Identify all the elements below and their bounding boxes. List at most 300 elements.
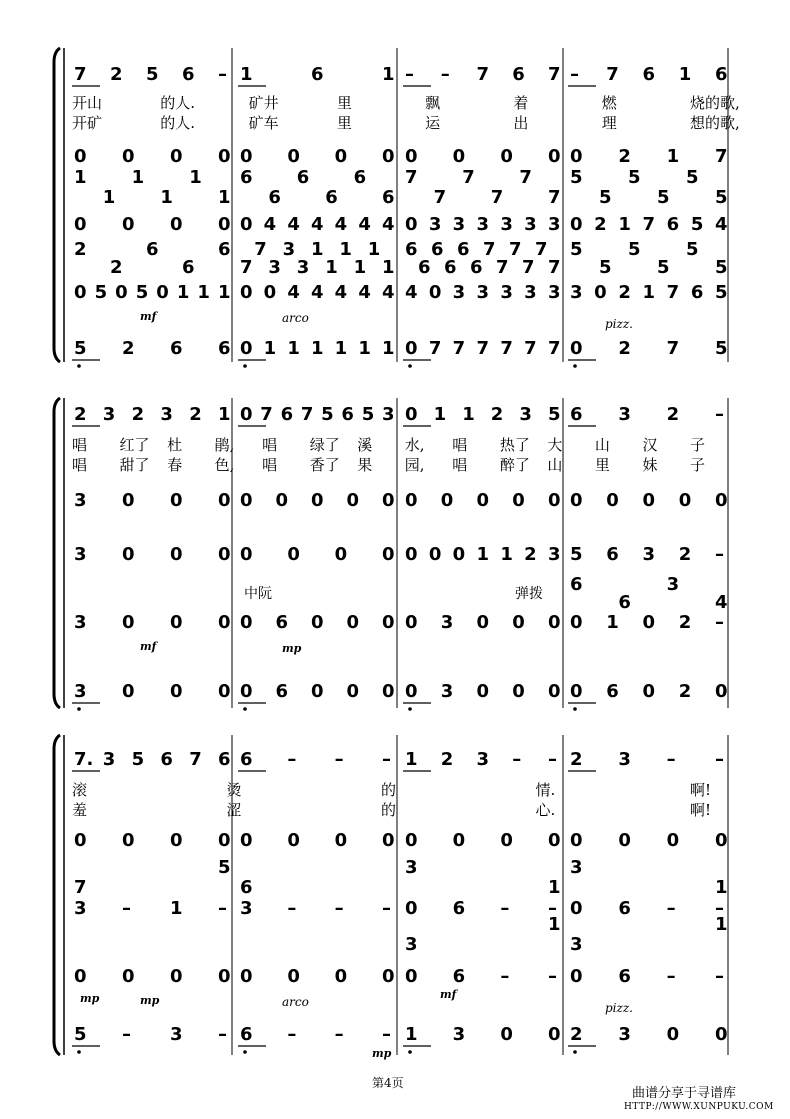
voice3-note: – bbox=[548, 898, 557, 919]
chord-tone: 7 bbox=[74, 877, 87, 898]
chord-tone: 6 bbox=[418, 257, 431, 278]
voice2-note: 0 bbox=[74, 146, 87, 167]
voice3-note: 4 bbox=[311, 214, 324, 235]
melody-note: 6 bbox=[570, 404, 583, 425]
voice2-note: 0 bbox=[452, 830, 466, 851]
voice4-note: 0 bbox=[346, 612, 360, 633]
voice4-note: 1 bbox=[197, 282, 210, 303]
chord-tone: 6 bbox=[457, 239, 470, 260]
voice4-note: 2 bbox=[618, 282, 631, 303]
voice4-note: 1 bbox=[642, 282, 656, 303]
system-bracket bbox=[54, 48, 60, 362]
chord-tone: 1 bbox=[102, 187, 116, 208]
voice4-note: 0 bbox=[512, 612, 525, 633]
chord-tone: 1 bbox=[218, 187, 231, 208]
melody-note: – bbox=[405, 64, 414, 85]
performance-mark: mf bbox=[440, 988, 457, 1001]
voice2-note: 0 bbox=[500, 830, 513, 851]
voice2-note: 0 bbox=[570, 146, 583, 167]
melody-note: – bbox=[715, 749, 724, 770]
chord-tone: 6 bbox=[405, 239, 418, 260]
octave-dot bbox=[77, 1050, 81, 1054]
melody-note: 3 bbox=[382, 404, 395, 425]
performance-mark: pizz. bbox=[605, 1001, 633, 1015]
instrument-label: 弹拨 bbox=[515, 586, 543, 602]
melody-note: 3 bbox=[519, 404, 532, 425]
voice3-note: 0 bbox=[334, 544, 348, 565]
lyric-syllable: 烫 bbox=[226, 781, 242, 799]
voice4-note: 0 bbox=[642, 612, 656, 633]
melody-note: 7 bbox=[260, 404, 273, 425]
bass-note: 1 bbox=[334, 338, 348, 359]
lyric-syllable: 水, bbox=[404, 436, 425, 454]
chord-tone: 7 bbox=[462, 167, 475, 188]
chord-tone: 3 bbox=[268, 257, 281, 278]
octave-dot bbox=[77, 707, 81, 711]
lyric-syllable: 热了 bbox=[499, 436, 530, 454]
chord-tone: 1 bbox=[189, 167, 202, 188]
melody-note: 1 bbox=[240, 64, 253, 85]
voice2-note: 0 bbox=[715, 830, 728, 851]
performance-mark: arco bbox=[282, 311, 309, 325]
melody-note: 3 bbox=[102, 404, 116, 425]
voice2-note: 0 bbox=[122, 490, 135, 511]
voice2-note: 0 bbox=[122, 146, 135, 167]
chord-tone: 6 bbox=[325, 187, 338, 208]
voice3-note: 0 bbox=[428, 544, 442, 565]
chord-tone: 5 bbox=[715, 187, 728, 208]
voice2-note: 0 bbox=[334, 830, 348, 851]
voice4-note: 0 bbox=[263, 282, 277, 303]
bass-note: 6 bbox=[170, 338, 183, 359]
lyric-syllable: 的 bbox=[381, 781, 397, 799]
chord-tone: 5 bbox=[657, 257, 670, 278]
lyric-syllable: 绿了 bbox=[309, 436, 340, 454]
voice4-note: 0 bbox=[74, 282, 87, 303]
voice4-note: 0 bbox=[405, 966, 418, 987]
octave-dot bbox=[243, 707, 247, 711]
lyric-syllable: 唱 bbox=[452, 436, 468, 454]
bass-note: 3 bbox=[170, 1024, 183, 1045]
chord-tone: 6 bbox=[146, 239, 159, 260]
voice3-note: – bbox=[500, 898, 510, 919]
bass-note: 1 bbox=[311, 338, 324, 359]
octave-dot bbox=[77, 364, 81, 368]
chord-tone: 1 bbox=[353, 257, 367, 278]
bass-note: 0 bbox=[512, 681, 525, 702]
voice3-note: 0 bbox=[570, 214, 583, 235]
chord-tone: 3 bbox=[405, 934, 418, 955]
chord-tone: 3 bbox=[666, 574, 680, 595]
bass-note: 2 bbox=[570, 1024, 583, 1045]
chord-tone: 1 bbox=[339, 239, 352, 260]
bass-note: 0 bbox=[476, 681, 490, 702]
chord-tone: 7 bbox=[433, 187, 447, 208]
chord-tone: 1 bbox=[74, 167, 87, 188]
voice3-note: – bbox=[287, 898, 297, 919]
lyric-syllable: 唱 bbox=[72, 436, 88, 454]
melody-note: 7 bbox=[548, 64, 561, 85]
lyric-syllable: 涩 bbox=[226, 801, 242, 819]
voice2-note: 0 bbox=[240, 490, 253, 511]
voice2-note: 0 bbox=[382, 490, 395, 511]
chord-tone: 1 bbox=[325, 257, 338, 278]
bass-note: 7 bbox=[666, 338, 680, 359]
bass-note: 5 bbox=[74, 338, 87, 359]
lyric-syllable: 里 bbox=[594, 456, 610, 474]
voice4-note: 0 bbox=[122, 612, 135, 633]
lyric-syllable: 矿车 bbox=[248, 114, 279, 132]
chord-tone: 2 bbox=[110, 257, 123, 278]
voice2-note: 0 bbox=[642, 490, 656, 511]
melody-note: – bbox=[382, 749, 391, 770]
lyric-syllable: 子 bbox=[690, 436, 706, 454]
bass-note: 3 bbox=[618, 1024, 631, 1045]
lyric-syllable: 山 bbox=[594, 436, 610, 454]
melody-note: 1 bbox=[678, 64, 692, 85]
voice3-note: – bbox=[715, 544, 724, 565]
octave-dot bbox=[573, 707, 577, 711]
lyric-syllable: 里 bbox=[336, 114, 352, 132]
bass-note: 0 bbox=[405, 338, 418, 359]
melody-note: 2 bbox=[189, 404, 202, 425]
voice3-note: 0 bbox=[452, 544, 466, 565]
voice4-note: 0 bbox=[311, 612, 324, 633]
lyric-syllable: 唱 bbox=[262, 436, 278, 454]
lyric-syllable: 园, bbox=[404, 456, 425, 474]
melody-note: 3 bbox=[476, 749, 490, 770]
lyric-syllable: 着 bbox=[513, 94, 529, 112]
voice4-note: 0 bbox=[570, 612, 583, 633]
melody-note: 6 bbox=[311, 64, 324, 85]
voice3-note: 2 bbox=[678, 544, 692, 565]
voice2-note: 0 bbox=[715, 490, 728, 511]
bass-note: 0 bbox=[405, 681, 418, 702]
voice2-note: 0 bbox=[240, 830, 253, 851]
voice4-note: 4 bbox=[358, 282, 371, 303]
voice3-note: 3 bbox=[476, 214, 490, 235]
voice4-note: 0 bbox=[156, 282, 169, 303]
system-bracket bbox=[54, 398, 60, 708]
voice3-note: 6 bbox=[606, 544, 619, 565]
voice2-note: 0 bbox=[218, 146, 231, 167]
voice3-note: 3 bbox=[74, 544, 87, 565]
voice3-note: 0 bbox=[170, 214, 183, 235]
voice3-note: – bbox=[334, 898, 344, 919]
chord-tone: 7 bbox=[483, 239, 496, 260]
chord-tone: 5 bbox=[686, 167, 699, 188]
voice4-note: 0 bbox=[548, 612, 561, 633]
voice4-note: 0 bbox=[170, 612, 183, 633]
voice2-note: 0 bbox=[218, 490, 231, 511]
voice4-note: 1 bbox=[606, 612, 619, 633]
voice4-note: 3 bbox=[548, 282, 561, 303]
voice2-note: 0 bbox=[618, 830, 631, 851]
chord-tone: 7 bbox=[548, 187, 561, 208]
voice4-note: 3 bbox=[440, 612, 454, 633]
melody-note: 2 bbox=[570, 749, 583, 770]
lyric-syllable: 情. bbox=[535, 781, 556, 799]
melody-note: 5 bbox=[548, 404, 561, 425]
voice3-note: 1 bbox=[618, 214, 631, 235]
lyric-syllable: 出 bbox=[513, 114, 529, 132]
voice4-note: – bbox=[666, 966, 676, 987]
voice4-note: 0 bbox=[122, 966, 135, 987]
melody-note: 6 bbox=[642, 64, 656, 85]
chord-tone: 6 bbox=[618, 592, 631, 613]
voice3-note: 0 bbox=[382, 544, 395, 565]
chord-tone: 1 bbox=[715, 914, 728, 935]
voice3-note: 0 bbox=[405, 214, 418, 235]
lyric-syllable: 甜了 bbox=[119, 456, 150, 474]
voice3-note: 0 bbox=[287, 544, 300, 565]
chord-tone: 7 bbox=[519, 167, 532, 188]
chord-tone: 6 bbox=[296, 167, 310, 188]
chord-tone: 7 bbox=[240, 257, 253, 278]
voice3-note: 5 bbox=[690, 214, 704, 235]
voice4-note: 0 bbox=[594, 282, 607, 303]
octave-dot bbox=[408, 707, 412, 711]
lyric-syllable: 红了 bbox=[119, 436, 150, 454]
chord-tone: 5 bbox=[570, 167, 583, 188]
voice3-note: 4 bbox=[382, 214, 395, 235]
voice2-note: 0 bbox=[452, 146, 466, 167]
chord-tone: 5 bbox=[686, 239, 699, 260]
voice3-note: 0 bbox=[240, 214, 253, 235]
chord-tone: 6 bbox=[382, 187, 395, 208]
bass-note: 0 bbox=[311, 681, 324, 702]
bass-note: 5 bbox=[74, 1024, 87, 1045]
chord-tone: 4 bbox=[715, 592, 728, 613]
chord-tone: 3 bbox=[570, 857, 583, 878]
chord-tone: 7 bbox=[522, 257, 535, 278]
lyric-syllable: 唱 bbox=[262, 456, 278, 474]
chord-tone: 7 bbox=[548, 257, 561, 278]
melody-note: 5 bbox=[321, 404, 334, 425]
voice4-note: 6 bbox=[618, 966, 631, 987]
voice3-note: 3 bbox=[642, 544, 656, 565]
chord-tone: 6 bbox=[570, 574, 583, 595]
voice4-note: 0 bbox=[476, 612, 490, 633]
octave-dot bbox=[243, 1050, 247, 1054]
melody-note: 2 bbox=[440, 749, 454, 770]
voice2-note: 0 bbox=[311, 490, 324, 511]
voice4-note: 0 bbox=[382, 966, 395, 987]
voice3-note: 0 bbox=[122, 214, 135, 235]
bass-note: 7 bbox=[476, 338, 490, 359]
voice3-note: – bbox=[122, 898, 131, 919]
voice2-note: 0 bbox=[606, 490, 619, 511]
chord-tone: 2 bbox=[74, 239, 87, 260]
bass-note: 2 bbox=[678, 681, 692, 702]
melody-note: 2 bbox=[110, 64, 123, 85]
voice4-note: 0 bbox=[287, 966, 300, 987]
voice4-note: 4 bbox=[287, 282, 300, 303]
voice3-note: 0 bbox=[122, 544, 135, 565]
chord-tone: 3 bbox=[570, 934, 583, 955]
melody-note: 6 bbox=[240, 749, 253, 770]
voice4-note: 0 bbox=[240, 612, 253, 633]
voice4-note: 6 bbox=[452, 966, 466, 987]
chord-tone: 6 bbox=[470, 257, 483, 278]
voice4-note: 6 bbox=[275, 612, 289, 633]
voice2-note: 0 bbox=[122, 830, 135, 851]
bass-note: 0 bbox=[548, 681, 561, 702]
lyric-syllable: 羞 bbox=[72, 801, 88, 819]
voice2-note: 0 bbox=[548, 490, 561, 511]
lyric-syllable: 杜 bbox=[167, 436, 183, 454]
chord-tone: 6 bbox=[353, 167, 367, 188]
bass-note: 0 bbox=[715, 1024, 728, 1045]
bass-note: 1 bbox=[405, 1024, 418, 1045]
voice3-note: 4 bbox=[358, 214, 371, 235]
voice4-note: 6 bbox=[690, 282, 704, 303]
bass-note: – bbox=[122, 1024, 131, 1045]
voice4-note: 1 bbox=[176, 282, 190, 303]
lyric-syllable: 妹 bbox=[642, 456, 658, 474]
performance-mark: pizz. bbox=[605, 317, 633, 331]
chord-tone: 3 bbox=[296, 257, 310, 278]
voice2-note: 0 bbox=[405, 830, 418, 851]
melody-note: 2 bbox=[490, 404, 504, 425]
chord-tone: 6 bbox=[268, 187, 281, 208]
bass-note: 0 bbox=[382, 681, 395, 702]
melody-note: 6 bbox=[280, 404, 294, 425]
chord-tone: 1 bbox=[548, 914, 561, 935]
voice2-note: 0 bbox=[218, 830, 231, 851]
chord-tone: 3 bbox=[405, 857, 418, 878]
bass-note: 7 bbox=[524, 338, 537, 359]
chord-tone: 1 bbox=[382, 257, 395, 278]
chord-tone: 7 bbox=[490, 187, 504, 208]
voice2-note: 0 bbox=[666, 830, 680, 851]
voice2-note: 0 bbox=[170, 146, 183, 167]
melody-note: 7. bbox=[74, 749, 94, 770]
lyric-syllable: 鹃, bbox=[214, 436, 235, 454]
melody-note: 1 bbox=[405, 749, 418, 770]
bass-note: 6 bbox=[606, 681, 619, 702]
lyric-syllable: 烧的歌, bbox=[690, 94, 740, 112]
voice3-note: 0 bbox=[570, 898, 583, 919]
voice4-note: 3 bbox=[570, 282, 583, 303]
bass-note: 2 bbox=[618, 338, 631, 359]
bass-note: – bbox=[382, 1024, 391, 1045]
lyric-syllable: 开山 bbox=[72, 94, 103, 112]
bass-note: 2 bbox=[122, 338, 135, 359]
lyric-syllable: 矿井 bbox=[248, 94, 279, 112]
voice3-note: 3 bbox=[500, 214, 513, 235]
chord-tone: 1 bbox=[715, 877, 728, 898]
lyric-syllable: 开矿 bbox=[72, 114, 103, 132]
chord-tone: 1 bbox=[367, 239, 381, 260]
voice3-note: 1 bbox=[476, 544, 490, 565]
voice2-note: 0 bbox=[570, 830, 583, 851]
voice2-note: 0 bbox=[512, 490, 525, 511]
lyric-syllable: 啊! bbox=[690, 781, 712, 799]
lyric-syllable: 心. bbox=[535, 801, 556, 819]
bass-note: 0 bbox=[240, 338, 253, 359]
lyric-syllable: 理 bbox=[601, 114, 617, 132]
performance-mark: mp bbox=[282, 642, 302, 655]
melody-note: 6 bbox=[715, 64, 728, 85]
voice3-note: – bbox=[382, 898, 391, 919]
melody-note: – bbox=[548, 749, 557, 770]
voice4-note: 2 bbox=[678, 612, 692, 633]
voice4-note: 3 bbox=[500, 282, 513, 303]
lyric-syllable: 的 bbox=[381, 801, 397, 819]
bass-note: 1 bbox=[287, 338, 300, 359]
voice2-note: 0 bbox=[170, 830, 183, 851]
bass-note: 7 bbox=[548, 338, 561, 359]
performance-mark: arco bbox=[282, 995, 309, 1009]
bass-note: 0 bbox=[240, 681, 253, 702]
melody-note: 5 bbox=[146, 64, 159, 85]
chord-tone: 1 bbox=[311, 239, 324, 260]
voice3-note: 3 bbox=[524, 214, 537, 235]
voice3-note: 3 bbox=[548, 544, 561, 565]
melody-note: 7 bbox=[300, 404, 314, 425]
voice2-note: 1 bbox=[666, 146, 680, 167]
lyric-syllable: 的人. bbox=[160, 114, 196, 132]
lyric-syllable: 唱 bbox=[452, 456, 468, 474]
voice2-note: 0 bbox=[287, 830, 300, 851]
voice4-note: 0 bbox=[115, 282, 128, 303]
voice4-note: 3 bbox=[524, 282, 537, 303]
lyric-syllable: 汉 bbox=[642, 436, 658, 454]
voice3-note: 5 bbox=[570, 544, 583, 565]
voice4-note: 0 bbox=[428, 282, 442, 303]
voice3-note: 0 bbox=[240, 544, 253, 565]
voice3-note: 6 bbox=[618, 898, 631, 919]
melody-note: 6 bbox=[160, 749, 173, 770]
bass-note: 6 bbox=[218, 338, 231, 359]
chord-tone: 7 bbox=[496, 257, 509, 278]
melody-note: – bbox=[440, 64, 450, 85]
lyric-syllable: 果 bbox=[357, 456, 373, 474]
melody-note: 3 bbox=[618, 404, 631, 425]
voice2-note: 0 bbox=[382, 146, 395, 167]
lyric-syllable: 运 bbox=[425, 114, 441, 132]
bass-note: 0 bbox=[170, 681, 183, 702]
voice3-note: 1 bbox=[500, 544, 513, 565]
voice4-note: – bbox=[715, 966, 724, 987]
voice3-note: – bbox=[666, 898, 676, 919]
melody-note: 6 bbox=[182, 64, 195, 85]
lyric-syllable: 子 bbox=[690, 456, 706, 474]
voice4-note: 4 bbox=[382, 282, 395, 303]
voice2-note: 0 bbox=[240, 146, 253, 167]
voice3-note: 3 bbox=[452, 214, 466, 235]
lyric-syllable: 想的歌, bbox=[690, 114, 740, 132]
melody-note: 2 bbox=[131, 404, 145, 425]
bass-note: 7 bbox=[452, 338, 466, 359]
voice4-note: 0 bbox=[405, 612, 418, 633]
chord-tone: 6 bbox=[240, 877, 253, 898]
voice4-note: 5 bbox=[135, 282, 149, 303]
bass-note: 5 bbox=[715, 338, 728, 359]
melody-note: 1 bbox=[433, 404, 447, 425]
melody-note: 3 bbox=[618, 749, 631, 770]
voice3-note: 4 bbox=[334, 214, 348, 235]
bass-note: 0 bbox=[570, 681, 583, 702]
bass-note: – bbox=[218, 1024, 227, 1045]
chord-tone: 6 bbox=[444, 257, 457, 278]
voice4-note: 0 bbox=[170, 966, 183, 987]
chord-tone: 5 bbox=[218, 857, 231, 878]
watermark-url: HTTP://WWW.XUNPUKU.COM bbox=[624, 1102, 774, 1112]
melody-note: 3 bbox=[102, 749, 116, 770]
melody-note: 7 bbox=[476, 64, 490, 85]
